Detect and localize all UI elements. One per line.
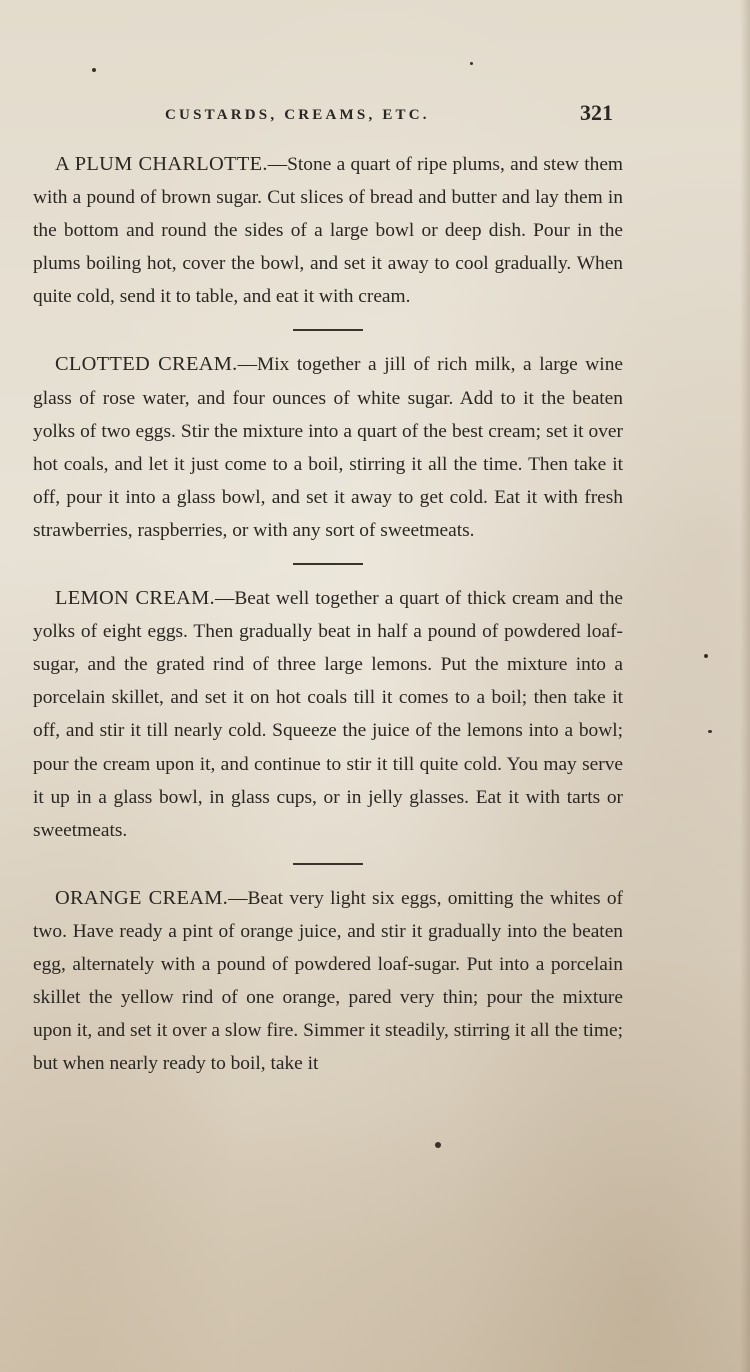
recipe-text: —Mix together a jill of rich milk, a large wine glass of rose water, and four ounces of white sugar. Add to it the beaten yolks of two eggs. Stir the mixture into a quart of the best cream; set it over hot coals, and let it just come to a boil, stirring it all the time. Then take it off, pour it into a glass bowl, and set it away to get cold. Eat it with fresh strawberries, raspberries, or with any sort of sweetmeats. (33, 354, 623, 541)
paper-speck (708, 730, 712, 733)
recipe-plum-charlotte (33, 148, 623, 313)
paper-speck (470, 62, 473, 65)
running-head: CUSTARDS, CREAMS, ETC. (165, 107, 430, 123)
section-divider (293, 329, 363, 331)
page-edge-shadow (740, 0, 750, 1372)
recipe-text: —Stone a quart of ripe plums, and stew them with a pound of brown sugar. Cut slices of bread and butter and lay them in the bottom and round the sides of a large bowl or deep dish. Pour in the plums boiling hot, cover the bowl, and set it away to cool gradually. When quite cold, send it to table, and eat it with cream. (33, 154, 624, 308)
paper-speck (704, 654, 708, 658)
recipe-paragraph (33, 882, 623, 1081)
section-divider (293, 863, 363, 865)
recipe-orange-cream (33, 882, 623, 1081)
recipe-lemon-cream (33, 582, 623, 847)
page-number: 321 (580, 100, 613, 125)
paper-speck (92, 68, 96, 72)
recipe-text: —Beat very light six eggs, omitting the whites of two. Have ready a pint of orange juice, and stir it gradually into the beaten egg, alternately with a pound of powdered loaf-sugar. Put into a porcelain skillet the yellow rind of one orange, pared very thin; pour the mixture upon it, and set it over a slow fire. Simmer it steadily, stirring it all the time; but when nearly ready to boil, take it (33, 887, 623, 1075)
recipe-title: CLOTTED CREAM. (55, 353, 238, 376)
recipe-title: LEMON CREAM. (55, 587, 215, 610)
recipe-paragraph (33, 582, 623, 847)
paper-speck (435, 1142, 441, 1148)
running-header (0, 100, 750, 133)
recipe-title: ORANGE CREAM. (55, 886, 229, 909)
page-body (33, 148, 623, 1080)
recipe-title: A PLUM CHARLOTTE. (55, 153, 268, 175)
recipe-clotted-cream (33, 348, 623, 547)
section-divider (293, 563, 363, 565)
recipe-paragraph (33, 148, 623, 313)
recipe-text: —Beat well together a quart of thick cream and the yolks of eight eggs. Then gradually beat in half a pound of powdered loaf-sugar, and the grated rind of three large lemons. Put the mixture into a porcelain skillet, and set it on hot coals till it comes to a boil; then take it off, and stir it till nearly cold. Squeeze the juice of the lemons into a bowl; pour the cream upon it, and continue to stir it till quite cold. You may serve it up in a glass bowl, in glass cups, or in jelly glasses. Eat it with tarts or sweetmeats. (33, 588, 623, 841)
recipe-paragraph (33, 348, 623, 547)
